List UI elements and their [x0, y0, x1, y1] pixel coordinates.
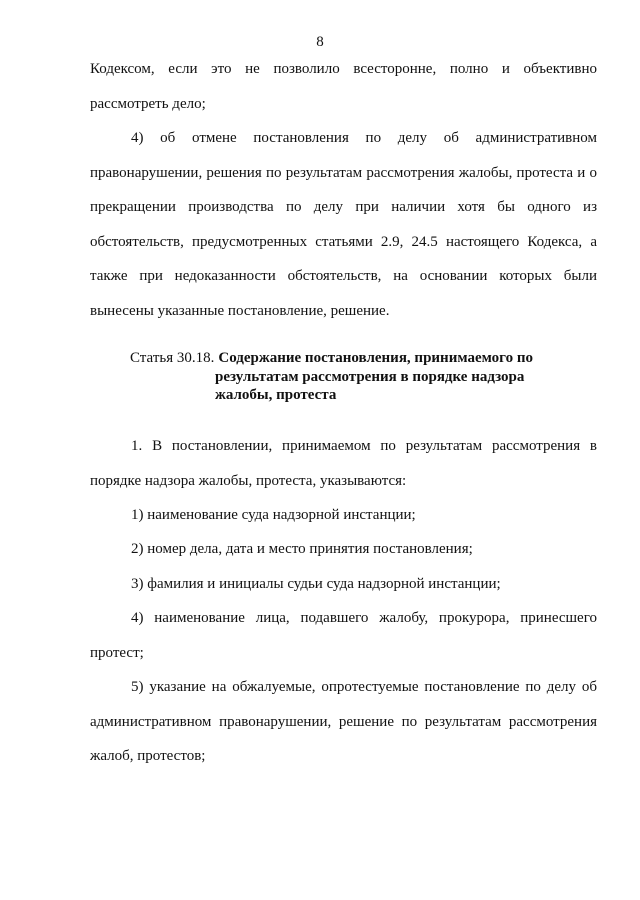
list-item-4: 4) наименование лица, подавшего жалобу, прокурора, принесшего протест; [90, 610, 597, 661]
paragraph-item-4: 4) об отмене постановления по делу об административном правонарушении, решения по результатам рассмотрения жалобы, протеста и о прекращении производства по делу при наличии хотя бы одного из обстоятельств, предусмотренных статьями 2.9, 24.5 настоящего Кодекса, а также при недоказанности обстоятельств, на основании которых были вынесены указанные постановление, решение. [90, 130, 597, 319]
paragraph-point-1: 1. В постановлении, принимаемом по результатам рассмотрения в порядке надзора жалобы, протеста, указываются: [90, 438, 597, 489]
page-number: 8 [316, 34, 324, 50]
article-heading [130, 349, 600, 405]
article-number: Статья 30.18. [130, 350, 215, 366]
paragraph-continuation: Кодексом, если это не позволило всесторонне, полно и объективно рассмотреть дело; [90, 61, 597, 112]
list-item-2: 2) номер дела, дата и место принятия постановления; [131, 541, 473, 557]
list-item-1: 1) наименование суда надзорной инстанции; [131, 507, 416, 523]
article-title: Содержание постановления, принимаемого по результатам рассмотрения в порядке надзора жалобы, протеста [215, 350, 533, 403]
list-item-3: 3) фамилия и инициалы судьи суда надзорной инстанции; [131, 576, 501, 592]
list-item-5: 5) указание на обжалуемые, опротестуемые постановление по делу об административном правонарушении, решение по результатам рассмотрения жалоб, протестов; [90, 679, 597, 764]
